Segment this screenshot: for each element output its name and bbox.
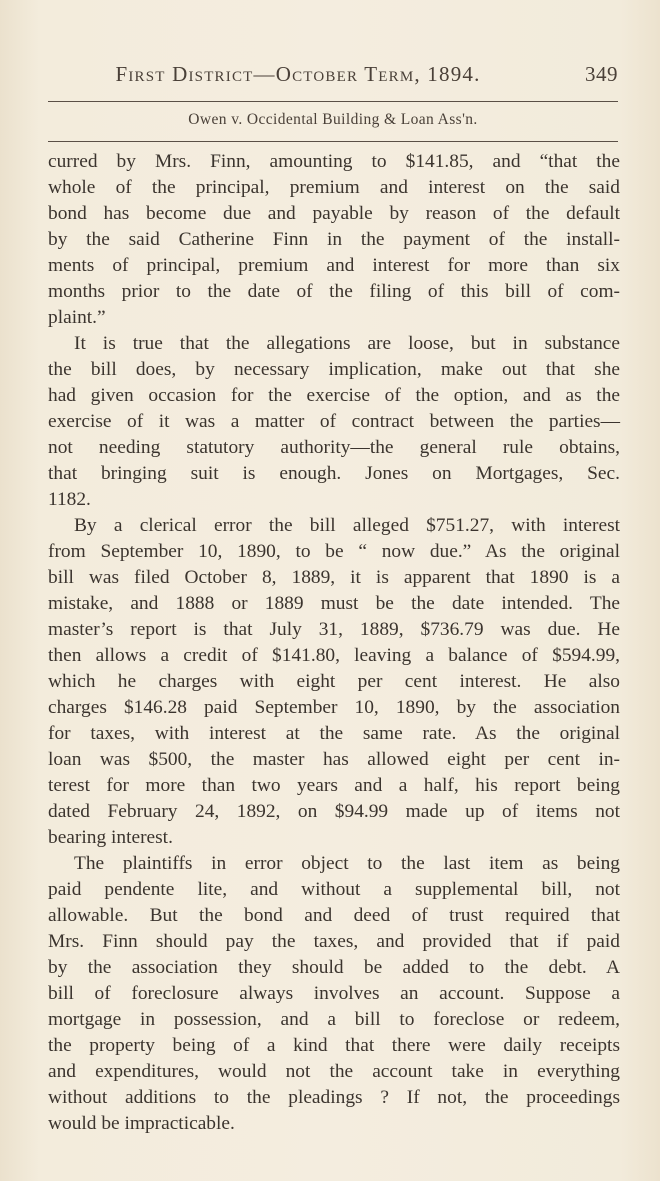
text-line: allowable. But the bond and deed of trust required that bbox=[48, 905, 620, 926]
text-line: from September 10, 1890, to be “ now due.” As the original bbox=[48, 541, 620, 562]
text-line: dated February 24, 1892, on $94.99 made up of items not bbox=[48, 801, 620, 822]
case-caption: Owen v. Occidental Building & Loan Ass'n. bbox=[188, 111, 478, 128]
text-line: and expenditures, would not the account take in everything bbox=[48, 1061, 620, 1082]
text-line: the property being of a kind that there were daily receipts bbox=[48, 1035, 620, 1056]
text-line: It is true that the allegations are loose, but in substance bbox=[74, 333, 620, 354]
text-line: bond has become due and payable by reason of the default bbox=[48, 203, 620, 224]
text-line: By a clerical error the bill alleged $751.27, with interest bbox=[74, 515, 620, 536]
text-line: then allows a credit of $141.80, leaving a balance of $594.99, bbox=[48, 645, 620, 666]
text-line: The plaintiffs in error object to the last item as being bbox=[74, 853, 620, 874]
header-rule-top bbox=[48, 101, 618, 102]
text-line: bill of foreclosure always involves an account. Suppose a bbox=[48, 983, 620, 1004]
text-line: charges $146.28 paid September 10, 1890, by the association bbox=[48, 697, 620, 718]
text-line: whole of the principal, premium and interest on the said bbox=[48, 177, 620, 198]
text-line: months prior to the date of the filing of this bill of com- bbox=[48, 281, 620, 302]
text-line: by the said Catherine Finn in the payment of the install- bbox=[48, 229, 620, 250]
running-head-title: First District—October Term, 1894. bbox=[115, 62, 481, 86]
text-line: ments of principal, premium and interest for more than six bbox=[48, 255, 620, 276]
text-line: Mrs. Finn should pay the taxes, and provided that if paid bbox=[48, 931, 620, 952]
body-text bbox=[48, 149, 620, 1137]
text-line: without additions to the pleadings ? If not, the proceedings bbox=[48, 1087, 620, 1108]
text-line: bearing interest. bbox=[48, 827, 173, 848]
text-line: terest for more than two years and a half, his report being bbox=[48, 775, 620, 796]
text-line: paid pendente lite, and without a supplemental bill, not bbox=[48, 879, 620, 900]
text-line: had given occasion for the exercise of the option, and as the bbox=[48, 385, 620, 406]
text-line: the bill does, by necessary implication, make out that she bbox=[48, 359, 620, 380]
text-line: curred by Mrs. Finn, amounting to $141.85, and “that the bbox=[48, 151, 620, 172]
text-line: bill was filed October 8, 1889, it is apparent that 1890 is a bbox=[48, 567, 620, 588]
text-line: which he charges with eight per cent interest. He also bbox=[48, 671, 620, 692]
text-line: 1182. bbox=[48, 489, 91, 510]
running-head bbox=[48, 62, 618, 96]
header-rule-bottom bbox=[48, 141, 618, 142]
text-line: exercise of it was a matter of contract between the parties— bbox=[48, 411, 620, 432]
text-line: not needing statutory authority—the general rule obtains, bbox=[48, 437, 620, 458]
text-line: plaint.” bbox=[48, 307, 106, 328]
page-number: 349 bbox=[585, 62, 618, 86]
text-line: master’s report is that July 31, 1889, $736.79 was due. He bbox=[48, 619, 620, 640]
text-line: by the association they should be added to the debt. A bbox=[48, 957, 620, 978]
text-line: loan was $500, the master has allowed eight per cent in- bbox=[48, 749, 620, 770]
text-line: for taxes, with interest at the same rate. As the original bbox=[48, 723, 620, 744]
text-line: mortgage in possession, and a bill to foreclose or redeem, bbox=[48, 1009, 620, 1030]
text-line: that bringing suit is enough. Jones on Mortgages, Sec. bbox=[48, 463, 620, 484]
text-line: would be impracticable. bbox=[48, 1113, 235, 1134]
text-line: mistake, and 1888 or 1889 must be the date intended. The bbox=[48, 593, 620, 614]
